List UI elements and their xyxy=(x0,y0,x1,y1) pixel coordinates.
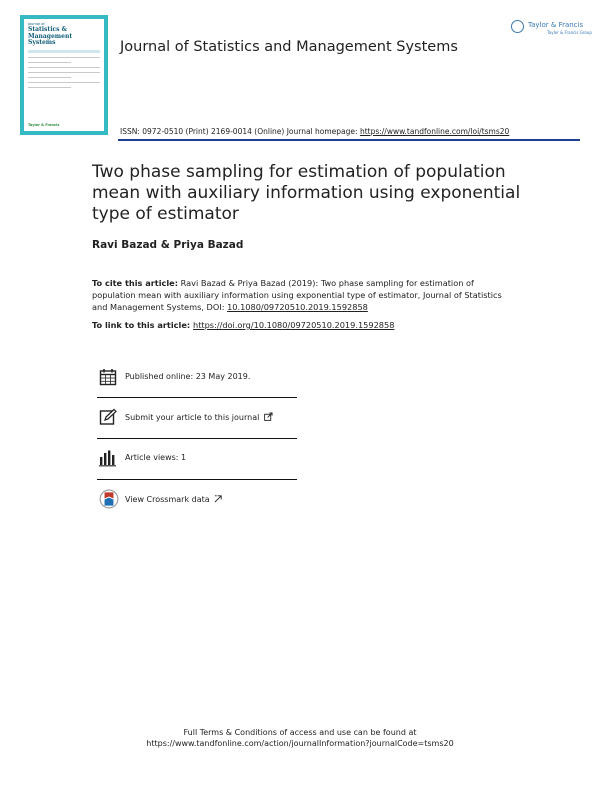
submit-article-link[interactable]: Submit your article to this journal xyxy=(125,412,273,422)
external-link-icon xyxy=(214,494,223,503)
journal-cover-thumbnail xyxy=(20,15,108,135)
citation-text: Ravi Bazad & Priya Bazad (2019): Two phase sampling for estimation of population mean with auxiliary information using exponential type of estimator, Journal of Statistics and Management Systems, DOI: xyxy=(92,278,502,312)
citation-doi-link[interactable]: 10.1080/09720510.2019.1592858 xyxy=(227,302,368,312)
journal-title: Journal of Statistics and Management Systems xyxy=(120,39,458,55)
header-divider xyxy=(118,139,580,141)
cover-small-label: Journal of xyxy=(28,22,45,26)
bar-chart-icon xyxy=(99,449,117,467)
footer-journal-info-link[interactable]: https://www.tandfonline.com/action/journalInformation?journalCode=tsms20 xyxy=(146,739,454,748)
article-views-text: Article views: 1 xyxy=(125,453,187,462)
edit-icon xyxy=(99,408,117,426)
citation-block xyxy=(92,277,502,313)
row-divider xyxy=(97,479,297,480)
publisher-logo[interactable] xyxy=(511,19,592,39)
row-divider xyxy=(97,438,297,439)
citation-label: To cite this article: xyxy=(92,278,178,288)
footer xyxy=(0,727,600,749)
published-online-row xyxy=(97,368,297,406)
journal-homepage-link[interactable]: https://www.tandfonline.com/loi/tsms20 xyxy=(359,127,510,136)
footer-terms-text: Full Terms & Conditions of access and use can be found at xyxy=(183,728,417,737)
issn-text: ISSN: 0972-0510 (Print) 2169-0014 (Online) Journal homepage: xyxy=(120,127,360,136)
cover-publisher-label: Taylor & Francis xyxy=(28,123,60,127)
article-views-row xyxy=(97,449,297,487)
article-doi-link[interactable]: https://doi.org/10.1080/09720510.2019.1592858 xyxy=(193,320,395,330)
publisher-logo-tagline: Taylor & Francis Group xyxy=(547,30,592,35)
publisher-logo-icon xyxy=(511,20,524,33)
cover-title: Statistics & Management Systems xyxy=(28,26,73,46)
crossmark-link[interactable]: View Crossmark data xyxy=(125,494,223,504)
crossmark-row[interactable] xyxy=(97,490,297,528)
crossmark-icon xyxy=(99,489,119,509)
external-link-icon xyxy=(264,412,273,421)
published-online-text: Published online: 23 May 2019. xyxy=(125,372,251,381)
article-authors: Ravi Bazad & Priya Bazad xyxy=(92,239,244,251)
article-link-line xyxy=(92,320,394,330)
issn-line xyxy=(120,127,509,136)
article-title: Two phase sampling for estimation of population mean with auxiliary information using exponential type of estimator xyxy=(92,162,521,224)
submit-article-row[interactable] xyxy=(97,408,297,446)
row-divider xyxy=(97,397,297,398)
article-link-label: To link to this article: xyxy=(92,320,193,330)
calendar-icon xyxy=(99,368,117,386)
publisher-logo-name: Taylor & Francis xyxy=(528,21,584,29)
